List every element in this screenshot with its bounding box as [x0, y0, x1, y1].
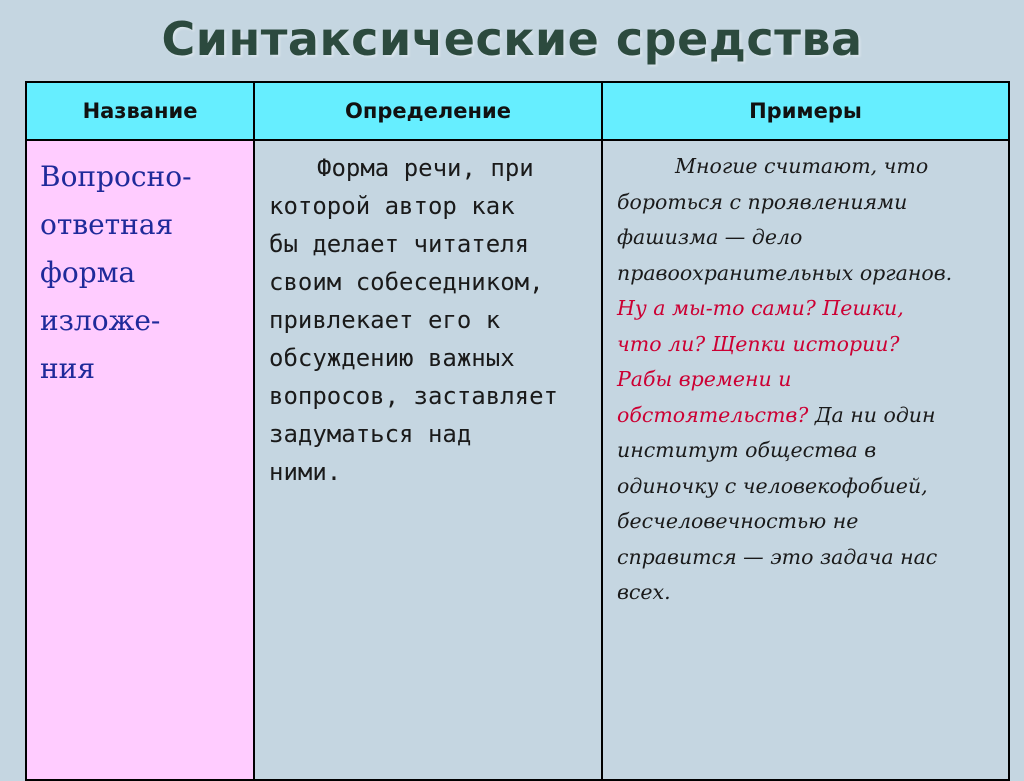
example-line: одиночку с человекофобией, — [617, 473, 928, 498]
definition-line: привлекает его к — [269, 306, 501, 334]
term-name-cell — [26, 140, 254, 780]
term-line: Вопросно- — [40, 160, 192, 193]
definition-line: своим собеседником, — [269, 268, 544, 296]
example-line: Многие считают, что — [675, 154, 929, 178]
term-line: ния — [40, 352, 95, 385]
term-line: изложе- — [40, 304, 161, 337]
definition-line: обсуждению важных — [269, 344, 515, 372]
definition-line: Форма речи, при — [317, 154, 534, 182]
example-line: институт общества в — [617, 438, 877, 462]
rhetorical-fragment: обстоятельств? — [617, 402, 809, 427]
example-line-rhetorical: Рабы времени и — [617, 367, 792, 391]
example-line — [617, 398, 996, 434]
syntax-table — [25, 81, 1010, 781]
plain-fragment: Да ни один — [808, 402, 936, 427]
header-row — [26, 82, 1009, 140]
definition-cell — [254, 140, 602, 780]
examples-cell — [602, 140, 1009, 780]
table-row — [26, 140, 1009, 780]
header-definition: Определение — [254, 82, 602, 140]
header-name: Название — [26, 82, 254, 140]
example-line: фашизма — дело — [617, 225, 803, 249]
example-line: правоохранительных органов. — [617, 260, 953, 285]
example-line-rhetorical: что ли? Щепки истории? — [617, 331, 900, 356]
definition-line: которой автор как — [269, 192, 515, 220]
example-line: всех. — [617, 580, 671, 604]
example-line: справится — это задача нас — [617, 544, 938, 569]
definition-line: задуматься над — [269, 420, 472, 448]
example-line: бороться с проявлениями — [617, 189, 908, 214]
slide-title: Синтаксические средства — [161, 12, 863, 66]
example-line-rhetorical: Ну а мы-то сами? Пешки, — [617, 296, 904, 320]
term-line: ответная — [40, 208, 174, 241]
header-examples: Примеры — [602, 82, 1009, 140]
definition-line: вопросов, заставляет — [269, 382, 558, 410]
definition-line: ними. — [269, 458, 342, 486]
term-line: форма — [40, 256, 136, 289]
example-line: бесчеловечностью не — [617, 509, 859, 533]
definition-line: бы делает читателя — [269, 230, 530, 258]
